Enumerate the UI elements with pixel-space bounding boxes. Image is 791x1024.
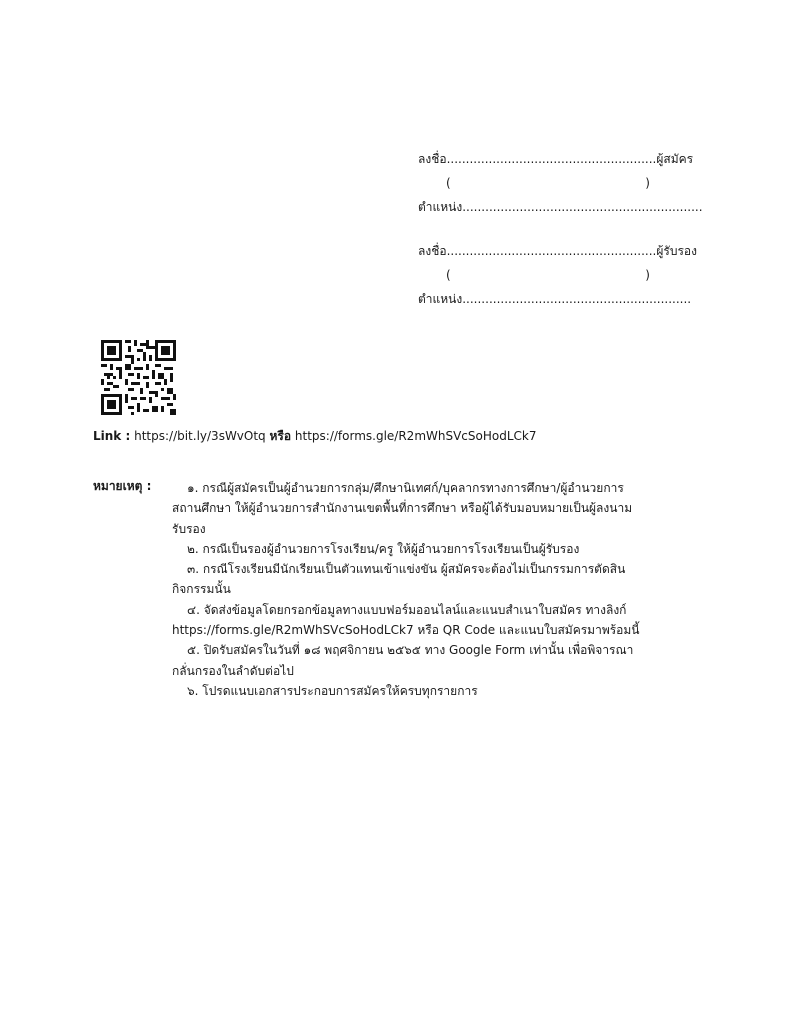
note-line: รับรอง [172,521,206,536]
applicant-name-parentheses: ( ) [446,176,650,190]
note-line: ๓. กรณีโรงเรียนมีนักเรียนเป็นตัวแทนเข้าแข่งขัน ผู้สมัครจะต้องไม่เป็นกรรมการตัดสิน [187,562,626,577]
notes-list [172,478,702,701]
short-url-link[interactable]: https://bit.ly/3sWvOtq [134,429,266,443]
note-line: ๕. ปิดรับสมัครในวันที่ ๑๘ พฤศจิกายน ๒๕๖๕ ทาง Google Form เท่านั้น เพื่อพิจารณา [187,643,634,658]
qr-code-image[interactable] [101,340,176,415]
applicant-position-line: ตำแหน่ง............................................................... [418,200,703,214]
note-line: ๔. จัดส่งข้อมูลโดยกรอกข้อมูลทางแบบฟอร์มออนไลน์และแนบสำเนาใบสมัคร ทางลิงก์ [187,602,627,617]
notes-label: หมายเหตุ : [93,479,152,493]
note-line: สถานศึกษา ให้ผู้อำนวยการสำนักงานเขตพื้นที่การศึกษา หรือผู้ได้รับมอบหมายเป็นผู้ลงนาม [172,501,633,516]
form-url-link[interactable]: https://forms.gle/R2mWhSVcSoHodLCk7 [294,429,537,443]
note-line: https://forms.gle/R2mWhSVcSoHodLCk7 หรือ QR Code และแนบใบสมัครมาพร้อมนี้ [172,623,640,638]
note-line: กิจกรรมนั้น [172,582,231,597]
applicant-signature-line: ลงชื่อ.......................................................ผู้สมัคร [418,152,694,166]
certifier-position-line: ตำแหน่ง............................................................ [418,292,692,306]
certifier-signature-line: ลงชื่อ.......................................................ผู้รับรอง [418,244,697,258]
or-word: หรือ [269,429,292,443]
note-line: กลั่นกรองในลำดับต่อไป [172,663,294,678]
link-label: Link : [93,429,131,443]
link-line [93,428,537,444]
note-line: ๖. โปรดแนบเอกสารประกอบการสมัครให้ครบทุกรายการ [187,683,478,698]
note-line: ๑. กรณีผู้สมัครเป็นผู้อำนวยการกลุ่ม/ศึกษานิเทศก์/บุคลากรทางการศึกษา/ผู้อำนวยการ [187,481,624,495]
certifier-name-parentheses: ( ) [446,268,650,282]
note-line: ๒. กรณีเป็นรองผู้อำนวยการโรงเรียน/ครู ให้ผู้อำนวยการโรงเรียนเป็นผู้รับรอง [187,541,580,556]
